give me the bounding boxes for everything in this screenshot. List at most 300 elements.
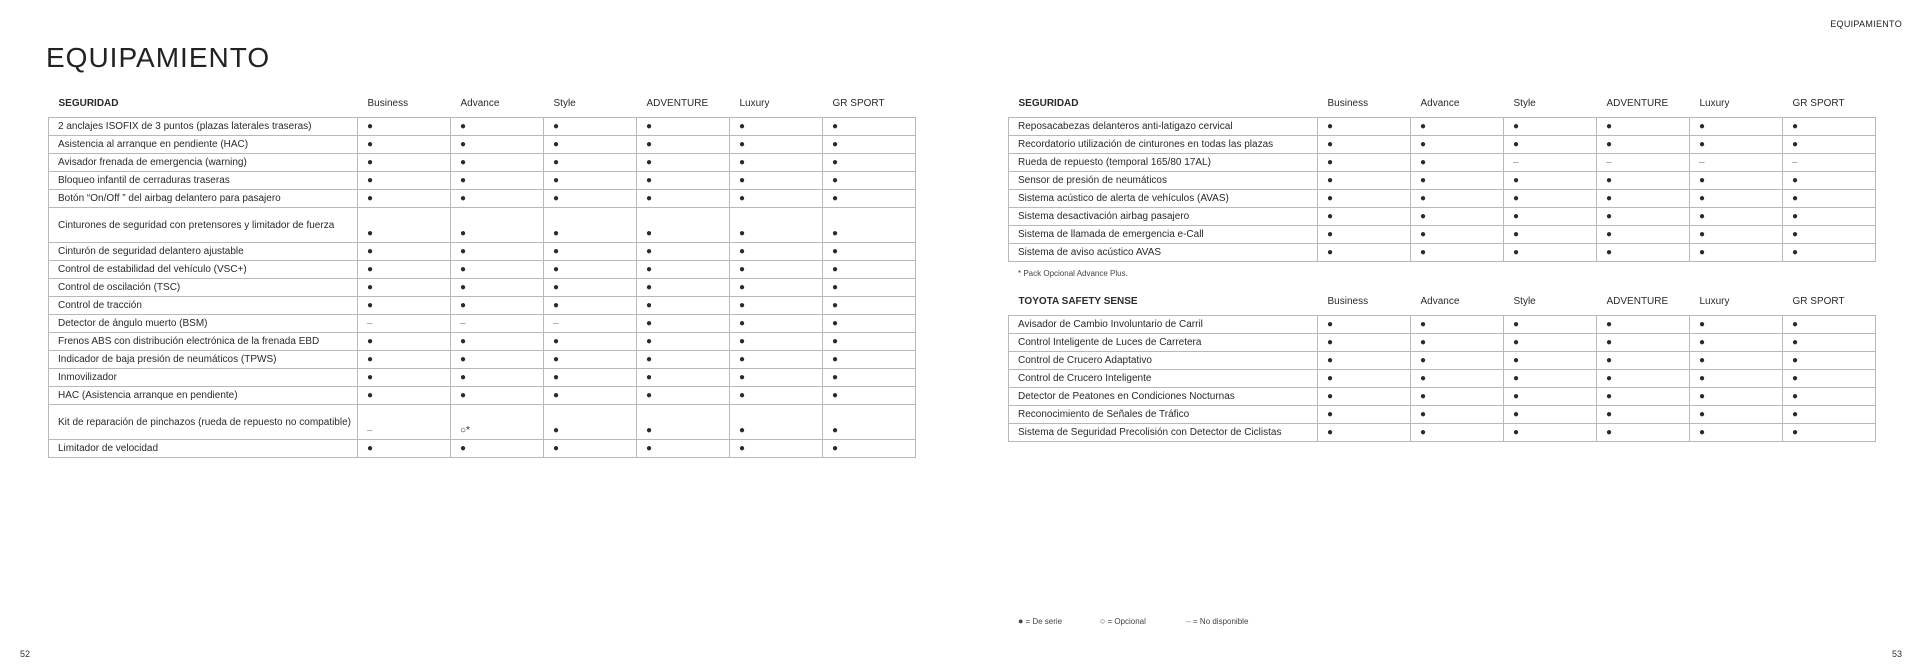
dash-icon: – bbox=[1186, 616, 1192, 626]
standard-dot-icon: ● bbox=[1318, 172, 1411, 190]
standard-dot-icon: ● bbox=[637, 154, 730, 172]
standard-dot-icon: ● bbox=[544, 440, 637, 458]
standard-dot-icon: ● bbox=[1597, 370, 1690, 388]
standard-dot-icon: ● bbox=[637, 136, 730, 154]
standard-dot-icon: ● bbox=[1783, 352, 1876, 370]
standard-dot-icon: ● bbox=[1690, 370, 1783, 388]
table-row bbox=[49, 387, 916, 405]
standard-dot-icon: ● bbox=[1783, 136, 1876, 154]
standard-dot-icon: ● bbox=[730, 315, 823, 333]
equipment-table bbox=[1008, 92, 1876, 262]
equipment-table bbox=[1008, 290, 1876, 442]
section-heading: SEGURIDAD bbox=[1018, 97, 1079, 109]
standard-dot-icon: ● bbox=[823, 387, 916, 405]
standard-dot-icon: ● bbox=[1318, 352, 1411, 370]
standard-dot-icon: ● bbox=[1783, 406, 1876, 424]
standard-dot-icon: ● bbox=[1690, 406, 1783, 424]
standard-dot-icon: ● bbox=[1690, 424, 1783, 442]
standard-dot-icon: ● bbox=[1783, 370, 1876, 388]
standard-dot-icon: ● bbox=[1690, 190, 1783, 208]
not-available-dash-icon: – bbox=[544, 315, 637, 333]
feature-label: 2 anclajes ISOFIX de 3 puntos (plazas laterales traseras) bbox=[49, 118, 358, 136]
standard-dot-icon: ● bbox=[637, 172, 730, 190]
standard-dot-icon: ● bbox=[1690, 118, 1783, 136]
standard-dot-icon: ● bbox=[1783, 388, 1876, 406]
legend bbox=[1018, 616, 1248, 626]
not-available-dash-icon: – bbox=[1783, 154, 1876, 172]
standard-dot-icon: ● bbox=[451, 208, 544, 243]
standard-dot-icon: ● bbox=[1690, 244, 1783, 262]
standard-dot-icon: ● bbox=[1690, 388, 1783, 406]
standard-dot-icon: ● bbox=[1504, 352, 1597, 370]
standard-dot-icon: ● bbox=[730, 118, 823, 136]
feature-label: HAC (Asistencia arranque en pendiente) bbox=[49, 387, 358, 405]
equipment-table bbox=[48, 92, 916, 458]
table-row bbox=[49, 333, 916, 351]
standard-dot-icon: ● bbox=[358, 387, 451, 405]
feature-label: Cinturones de seguridad con pretensores y limitador de fuerza bbox=[49, 208, 358, 243]
standard-dot-icon: ● bbox=[358, 333, 451, 351]
standard-dot-icon: ● bbox=[1504, 424, 1597, 442]
standard-dot-icon: ● bbox=[823, 351, 916, 369]
legend-label-opcional: = Opcional bbox=[1107, 616, 1146, 626]
standard-dot-icon: ● bbox=[451, 172, 544, 190]
standard-dot-icon: ● bbox=[1411, 154, 1504, 172]
standard-dot-icon: ● bbox=[1318, 208, 1411, 226]
table-header-row bbox=[1009, 92, 1876, 114]
optional-circle-icon: ○* bbox=[451, 405, 544, 440]
standard-dot-icon: ● bbox=[544, 405, 637, 440]
feature-label: Avisador de Cambio Involuntario de Carril bbox=[1009, 316, 1318, 334]
column-header: Style bbox=[553, 97, 576, 109]
standard-dot-icon: ● bbox=[451, 190, 544, 208]
standard-dot-icon: ● bbox=[358, 351, 451, 369]
feature-label: Sensor de presión de neumáticos bbox=[1009, 172, 1318, 190]
column-header: GR SPORT bbox=[832, 97, 885, 109]
feature-label: Sistema de aviso acústico AVAS bbox=[1009, 244, 1318, 262]
feature-label: Indicador de baja presión de neumáticos (TPWS) bbox=[49, 351, 358, 369]
standard-dot-icon: ● bbox=[358, 136, 451, 154]
standard-dot-icon: ● bbox=[637, 315, 730, 333]
standard-dot-icon: ● bbox=[1504, 370, 1597, 388]
feature-label: Sistema acústico de alerta de vehículos (AVAS) bbox=[1009, 190, 1318, 208]
standard-dot-icon: ● bbox=[1783, 172, 1876, 190]
standard-dot-icon: ● bbox=[1411, 370, 1504, 388]
table-row bbox=[1009, 136, 1876, 154]
standard-dot-icon: ● bbox=[1504, 208, 1597, 226]
table-row bbox=[1009, 244, 1876, 262]
standard-dot-icon: ● bbox=[544, 333, 637, 351]
standard-dot-icon: ● bbox=[451, 333, 544, 351]
standard-dot-icon: ● bbox=[730, 154, 823, 172]
standard-dot-icon: ● bbox=[730, 190, 823, 208]
standard-dot-icon: ● bbox=[1504, 316, 1597, 334]
standard-dot-icon: ● bbox=[637, 190, 730, 208]
standard-dot-icon: ● bbox=[1690, 316, 1783, 334]
standard-dot-icon: ● bbox=[544, 369, 637, 387]
page-title: EQUIPAMIENTO bbox=[46, 42, 271, 73]
standard-dot-icon: ● bbox=[451, 154, 544, 172]
column-header: Advance bbox=[460, 97, 500, 109]
standard-dot-icon: ● bbox=[544, 243, 637, 261]
standard-dot-icon: ● bbox=[1597, 388, 1690, 406]
standard-dot-icon: ● bbox=[730, 172, 823, 190]
standard-dot-icon: ● bbox=[1318, 154, 1411, 172]
standard-dot-icon: ● bbox=[637, 208, 730, 243]
feature-label: Control Inteligente de Luces de Carretera bbox=[1009, 334, 1318, 352]
standard-dot-icon: ● bbox=[1411, 334, 1504, 352]
standard-dot-icon: ● bbox=[1411, 424, 1504, 442]
standard-dot-icon: ● bbox=[637, 261, 730, 279]
standard-dot-icon: ● bbox=[730, 405, 823, 440]
table-row bbox=[49, 172, 916, 190]
legend-item-no-disponible bbox=[1186, 616, 1248, 626]
standard-dot-icon: ● bbox=[1411, 226, 1504, 244]
table-row bbox=[49, 297, 916, 315]
standard-dot-icon: ● bbox=[1318, 406, 1411, 424]
feature-label: Botón “On/Off ” del airbag delantero para pasajero bbox=[49, 190, 358, 208]
standard-dot-icon: ● bbox=[637, 387, 730, 405]
standard-dot-icon: ● bbox=[1597, 424, 1690, 442]
standard-dot-icon: ● bbox=[1411, 136, 1504, 154]
standard-dot-icon: ● bbox=[1318, 370, 1411, 388]
standard-dot-icon: ● bbox=[1318, 136, 1411, 154]
standard-dot-icon: ● bbox=[823, 333, 916, 351]
standard-dot-icon: ● bbox=[451, 118, 544, 136]
standard-dot-icon: ● bbox=[1504, 172, 1597, 190]
standard-dot-icon: ● bbox=[1783, 226, 1876, 244]
standard-dot-icon: ● bbox=[1504, 388, 1597, 406]
page-number-left: 52 bbox=[20, 649, 31, 659]
feature-label: Sistema de Seguridad Precolisión con Detector de Ciclistas bbox=[1009, 424, 1318, 442]
standard-dot-icon: ● bbox=[637, 351, 730, 369]
feature-label: Control de oscilación (TSC) bbox=[49, 279, 358, 297]
section-heading: TOYOTA SAFETY SENSE bbox=[1018, 295, 1138, 307]
standard-dot-icon: ● bbox=[1411, 244, 1504, 262]
standard-dot-icon: ● bbox=[451, 369, 544, 387]
standard-dot-icon: ● bbox=[823, 405, 916, 440]
table-row bbox=[1009, 154, 1876, 172]
standard-dot-icon: ● bbox=[730, 243, 823, 261]
standard-dot-icon: ● bbox=[823, 190, 916, 208]
table-row bbox=[1009, 226, 1876, 244]
table-row bbox=[49, 440, 916, 458]
standard-dot-icon: ● bbox=[451, 243, 544, 261]
standard-dot-icon: ● bbox=[358, 208, 451, 243]
feature-label: Cinturón de seguridad delantero ajustable bbox=[49, 243, 358, 261]
standard-dot-icon: ● bbox=[1411, 406, 1504, 424]
column-header: ADVENTURE bbox=[646, 97, 709, 109]
standard-dot-icon: ● bbox=[823, 315, 916, 333]
standard-dot-icon: ● bbox=[1318, 190, 1411, 208]
standard-dot-icon: ● bbox=[1597, 190, 1690, 208]
standard-dot-icon: ● bbox=[730, 208, 823, 243]
standard-dot-icon: ● bbox=[823, 297, 916, 315]
feature-label: Detector de Peatones en Condiciones Nocturnas bbox=[1009, 388, 1318, 406]
standard-dot-icon: ● bbox=[1597, 118, 1690, 136]
standard-dot-icon: ● bbox=[1318, 388, 1411, 406]
standard-dot-icon: ● bbox=[823, 440, 916, 458]
standard-dot-icon: ● bbox=[544, 208, 637, 243]
feature-label: Control de tracción bbox=[49, 297, 358, 315]
feature-label: Detector de ángulo muerto (BSM) bbox=[49, 315, 358, 333]
standard-dot-icon: ● bbox=[1411, 388, 1504, 406]
standard-dot-icon: ● bbox=[823, 261, 916, 279]
standard-dot-icon: ● bbox=[823, 136, 916, 154]
standard-dot-icon: ● bbox=[1783, 190, 1876, 208]
standard-dot-icon: ● bbox=[1597, 172, 1690, 190]
not-available-dash-icon: – bbox=[358, 405, 451, 440]
standard-dot-icon: ● bbox=[730, 387, 823, 405]
legend-item-serie bbox=[1018, 616, 1100, 626]
feature-label: Control de estabilidad del vehículo (VSC+) bbox=[49, 261, 358, 279]
standard-dot-icon: ● bbox=[1690, 352, 1783, 370]
not-available-dash-icon: – bbox=[1597, 154, 1690, 172]
standard-dot-icon: ● bbox=[730, 440, 823, 458]
standard-dot-icon: ● bbox=[1597, 316, 1690, 334]
standard-dot-icon: ● bbox=[1318, 424, 1411, 442]
table-row bbox=[49, 118, 916, 136]
standard-dot-icon: ● bbox=[1597, 226, 1690, 244]
column-header: Business bbox=[1327, 97, 1369, 109]
table-row bbox=[49, 351, 916, 369]
legend-label-no-disponible: = No disponible bbox=[1193, 616, 1249, 626]
standard-dot-icon: ● bbox=[1504, 406, 1597, 424]
column-header: ADVENTURE bbox=[1606, 295, 1669, 307]
feature-label: Sistema desactivación airbag pasajero bbox=[1009, 208, 1318, 226]
hollow-circle-icon: ○ bbox=[1100, 616, 1106, 626]
not-available-dash-icon: – bbox=[1504, 154, 1597, 172]
standard-dot-icon: ● bbox=[637, 333, 730, 351]
running-header: EQUIPAMIENTO bbox=[1830, 19, 1902, 29]
standard-dot-icon: ● bbox=[823, 154, 916, 172]
not-available-dash-icon: – bbox=[358, 315, 451, 333]
standard-dot-icon: ● bbox=[823, 243, 916, 261]
standard-dot-icon: ● bbox=[823, 118, 916, 136]
table-row bbox=[1009, 370, 1876, 388]
legend-label-serie: = De serie bbox=[1025, 616, 1063, 626]
standard-dot-icon: ● bbox=[1411, 190, 1504, 208]
table-row bbox=[49, 154, 916, 172]
table-row bbox=[49, 243, 916, 261]
column-header: Advance bbox=[1420, 97, 1460, 109]
standard-dot-icon: ● bbox=[637, 369, 730, 387]
standard-dot-icon: ● bbox=[1783, 334, 1876, 352]
feature-label: Reconocimiento de Señales de Tráfico bbox=[1009, 406, 1318, 424]
feature-label: Inmovilizador bbox=[49, 369, 358, 387]
standard-dot-icon: ● bbox=[544, 172, 637, 190]
standard-dot-icon: ● bbox=[451, 136, 544, 154]
feature-label: Reposacabezas delanteros anti-latigazo cervical bbox=[1009, 118, 1318, 136]
feature-label: Kit de reparación de pinchazos (rueda de repuesto no compatible) bbox=[49, 405, 358, 440]
standard-dot-icon: ● bbox=[730, 297, 823, 315]
table-row bbox=[1009, 406, 1876, 424]
standard-dot-icon: ● bbox=[1690, 226, 1783, 244]
standard-dot-icon: ● bbox=[1318, 244, 1411, 262]
table-row bbox=[49, 369, 916, 387]
column-header: Luxury bbox=[739, 97, 770, 109]
standard-dot-icon: ● bbox=[358, 279, 451, 297]
standard-dot-icon: ● bbox=[451, 440, 544, 458]
standard-dot-icon: ● bbox=[1411, 352, 1504, 370]
standard-dot-icon: ● bbox=[637, 440, 730, 458]
standard-dot-icon: ● bbox=[451, 297, 544, 315]
standard-dot-icon: ● bbox=[358, 297, 451, 315]
standard-dot-icon: ● bbox=[358, 118, 451, 136]
standard-dot-icon: ● bbox=[1318, 334, 1411, 352]
standard-dot-icon: ● bbox=[544, 190, 637, 208]
standard-dot-icon: ● bbox=[1411, 118, 1504, 136]
table-row bbox=[1009, 316, 1876, 334]
column-header: ADVENTURE bbox=[1606, 97, 1669, 109]
not-available-dash-icon: – bbox=[451, 315, 544, 333]
standard-dot-icon: ● bbox=[358, 369, 451, 387]
table-row bbox=[49, 208, 916, 243]
standard-dot-icon: ● bbox=[730, 333, 823, 351]
table-row bbox=[1009, 424, 1876, 442]
standard-dot-icon: ● bbox=[1597, 208, 1690, 226]
standard-dot-icon: ● bbox=[1504, 334, 1597, 352]
column-header: GR SPORT bbox=[1792, 97, 1845, 109]
feature-label: Control de Crucero Adaptativo bbox=[1009, 352, 1318, 370]
feature-label: Asistencia al arranque en pendiente (HAC) bbox=[49, 136, 358, 154]
column-header: Business bbox=[367, 97, 409, 109]
seguridad-table-right bbox=[1008, 92, 1876, 262]
standard-dot-icon: ● bbox=[1690, 334, 1783, 352]
standard-dot-icon: ● bbox=[544, 118, 637, 136]
table-row bbox=[1009, 352, 1876, 370]
feature-label: Recordatorio utilización de cinturones en todas las plazas bbox=[1009, 136, 1318, 154]
not-available-dash-icon: – bbox=[1690, 154, 1783, 172]
standard-dot-icon: ● bbox=[1411, 208, 1504, 226]
standard-dot-icon: ● bbox=[544, 351, 637, 369]
table-row bbox=[49, 190, 916, 208]
standard-dot-icon: ● bbox=[451, 387, 544, 405]
footnote: * Pack Opcional Advance Plus. bbox=[1018, 269, 1128, 278]
standard-dot-icon: ● bbox=[1783, 424, 1876, 442]
section-heading: SEGURIDAD bbox=[58, 97, 119, 109]
standard-dot-icon: ● bbox=[1783, 316, 1876, 334]
column-header: Style bbox=[1513, 97, 1536, 109]
standard-dot-icon: ● bbox=[1504, 190, 1597, 208]
standard-dot-icon: ● bbox=[358, 440, 451, 458]
feature-label: Control de Crucero Inteligente bbox=[1009, 370, 1318, 388]
standard-dot-icon: ● bbox=[544, 136, 637, 154]
standard-dot-icon: ● bbox=[730, 369, 823, 387]
standard-dot-icon: ● bbox=[1597, 334, 1690, 352]
table-row bbox=[49, 315, 916, 333]
column-header: Luxury bbox=[1699, 97, 1730, 109]
table-row bbox=[49, 261, 916, 279]
standard-dot-icon: ● bbox=[637, 405, 730, 440]
standard-dot-icon: ● bbox=[358, 261, 451, 279]
column-header: Luxury bbox=[1699, 295, 1730, 307]
standard-dot-icon: ● bbox=[1597, 352, 1690, 370]
table-header-row bbox=[49, 92, 916, 114]
table-row bbox=[1009, 334, 1876, 352]
page-number-right: 53 bbox=[1891, 649, 1902, 659]
column-header: Advance bbox=[1420, 295, 1460, 307]
toyota-safety-sense-table bbox=[1008, 290, 1876, 442]
standard-dot-icon: ● bbox=[358, 243, 451, 261]
standard-dot-icon: ● bbox=[637, 118, 730, 136]
standard-dot-icon: ● bbox=[1690, 208, 1783, 226]
standard-dot-icon: ● bbox=[730, 261, 823, 279]
feature-label: Frenos ABS con distribución electrónica de la frenada EBD bbox=[49, 333, 358, 351]
feature-label: Bloqueo infantil de cerraduras traseras bbox=[49, 172, 358, 190]
table-row bbox=[1009, 118, 1876, 136]
standard-dot-icon: ● bbox=[544, 297, 637, 315]
standard-dot-icon: ● bbox=[1411, 316, 1504, 334]
standard-dot-icon: ● bbox=[1783, 208, 1876, 226]
standard-dot-icon: ● bbox=[1504, 226, 1597, 244]
table-header-row bbox=[1009, 290, 1876, 312]
column-header: GR SPORT bbox=[1792, 295, 1845, 307]
standard-dot-icon: ● bbox=[637, 243, 730, 261]
standard-dot-icon: ● bbox=[823, 208, 916, 243]
standard-dot-icon: ● bbox=[1690, 172, 1783, 190]
standard-dot-icon: ● bbox=[544, 154, 637, 172]
standard-dot-icon: ● bbox=[637, 279, 730, 297]
feature-label: Limitador de velocidad bbox=[49, 440, 358, 458]
standard-dot-icon: ● bbox=[823, 172, 916, 190]
standard-dot-icon: ● bbox=[1504, 118, 1597, 136]
table-row bbox=[1009, 208, 1876, 226]
standard-dot-icon: ● bbox=[358, 154, 451, 172]
standard-dot-icon: ● bbox=[1783, 118, 1876, 136]
standard-dot-icon: ● bbox=[1318, 316, 1411, 334]
standard-dot-icon: ● bbox=[1411, 172, 1504, 190]
standard-dot-icon: ● bbox=[1504, 136, 1597, 154]
standard-dot-icon: ● bbox=[544, 279, 637, 297]
standard-dot-icon: ● bbox=[823, 369, 916, 387]
feature-label: Rueda de repuesto (temporal 165/80 17AL) bbox=[1009, 154, 1318, 172]
filled-dot-icon: ● bbox=[1018, 616, 1024, 626]
table-row bbox=[49, 136, 916, 154]
table-row bbox=[1009, 172, 1876, 190]
legend-item-opcional bbox=[1100, 616, 1186, 626]
feature-label: Sistema de llamada de emergencia e-Call bbox=[1009, 226, 1318, 244]
standard-dot-icon: ● bbox=[358, 190, 451, 208]
feature-label: Avisador frenada de emergencia (warning) bbox=[49, 154, 358, 172]
standard-dot-icon: ● bbox=[637, 297, 730, 315]
standard-dot-icon: ● bbox=[1597, 136, 1690, 154]
standard-dot-icon: ● bbox=[730, 279, 823, 297]
standard-dot-icon: ● bbox=[1690, 136, 1783, 154]
standard-dot-icon: ● bbox=[451, 279, 544, 297]
table-row bbox=[1009, 388, 1876, 406]
table-row bbox=[1009, 190, 1876, 208]
standard-dot-icon: ● bbox=[1504, 244, 1597, 262]
seguridad-table-left bbox=[48, 92, 916, 458]
table-row bbox=[49, 405, 916, 440]
standard-dot-icon: ● bbox=[823, 279, 916, 297]
standard-dot-icon: ● bbox=[1597, 406, 1690, 424]
standard-dot-icon: ● bbox=[1783, 244, 1876, 262]
standard-dot-icon: ● bbox=[358, 172, 451, 190]
standard-dot-icon: ● bbox=[451, 351, 544, 369]
standard-dot-icon: ● bbox=[730, 136, 823, 154]
standard-dot-icon: ● bbox=[451, 261, 544, 279]
standard-dot-icon: ● bbox=[544, 387, 637, 405]
standard-dot-icon: ● bbox=[730, 351, 823, 369]
standard-dot-icon: ● bbox=[1597, 244, 1690, 262]
standard-dot-icon: ● bbox=[1318, 118, 1411, 136]
standard-dot-icon: ● bbox=[1318, 226, 1411, 244]
column-header: Business bbox=[1327, 295, 1369, 307]
standard-dot-icon: ● bbox=[544, 261, 637, 279]
table-row bbox=[49, 279, 916, 297]
